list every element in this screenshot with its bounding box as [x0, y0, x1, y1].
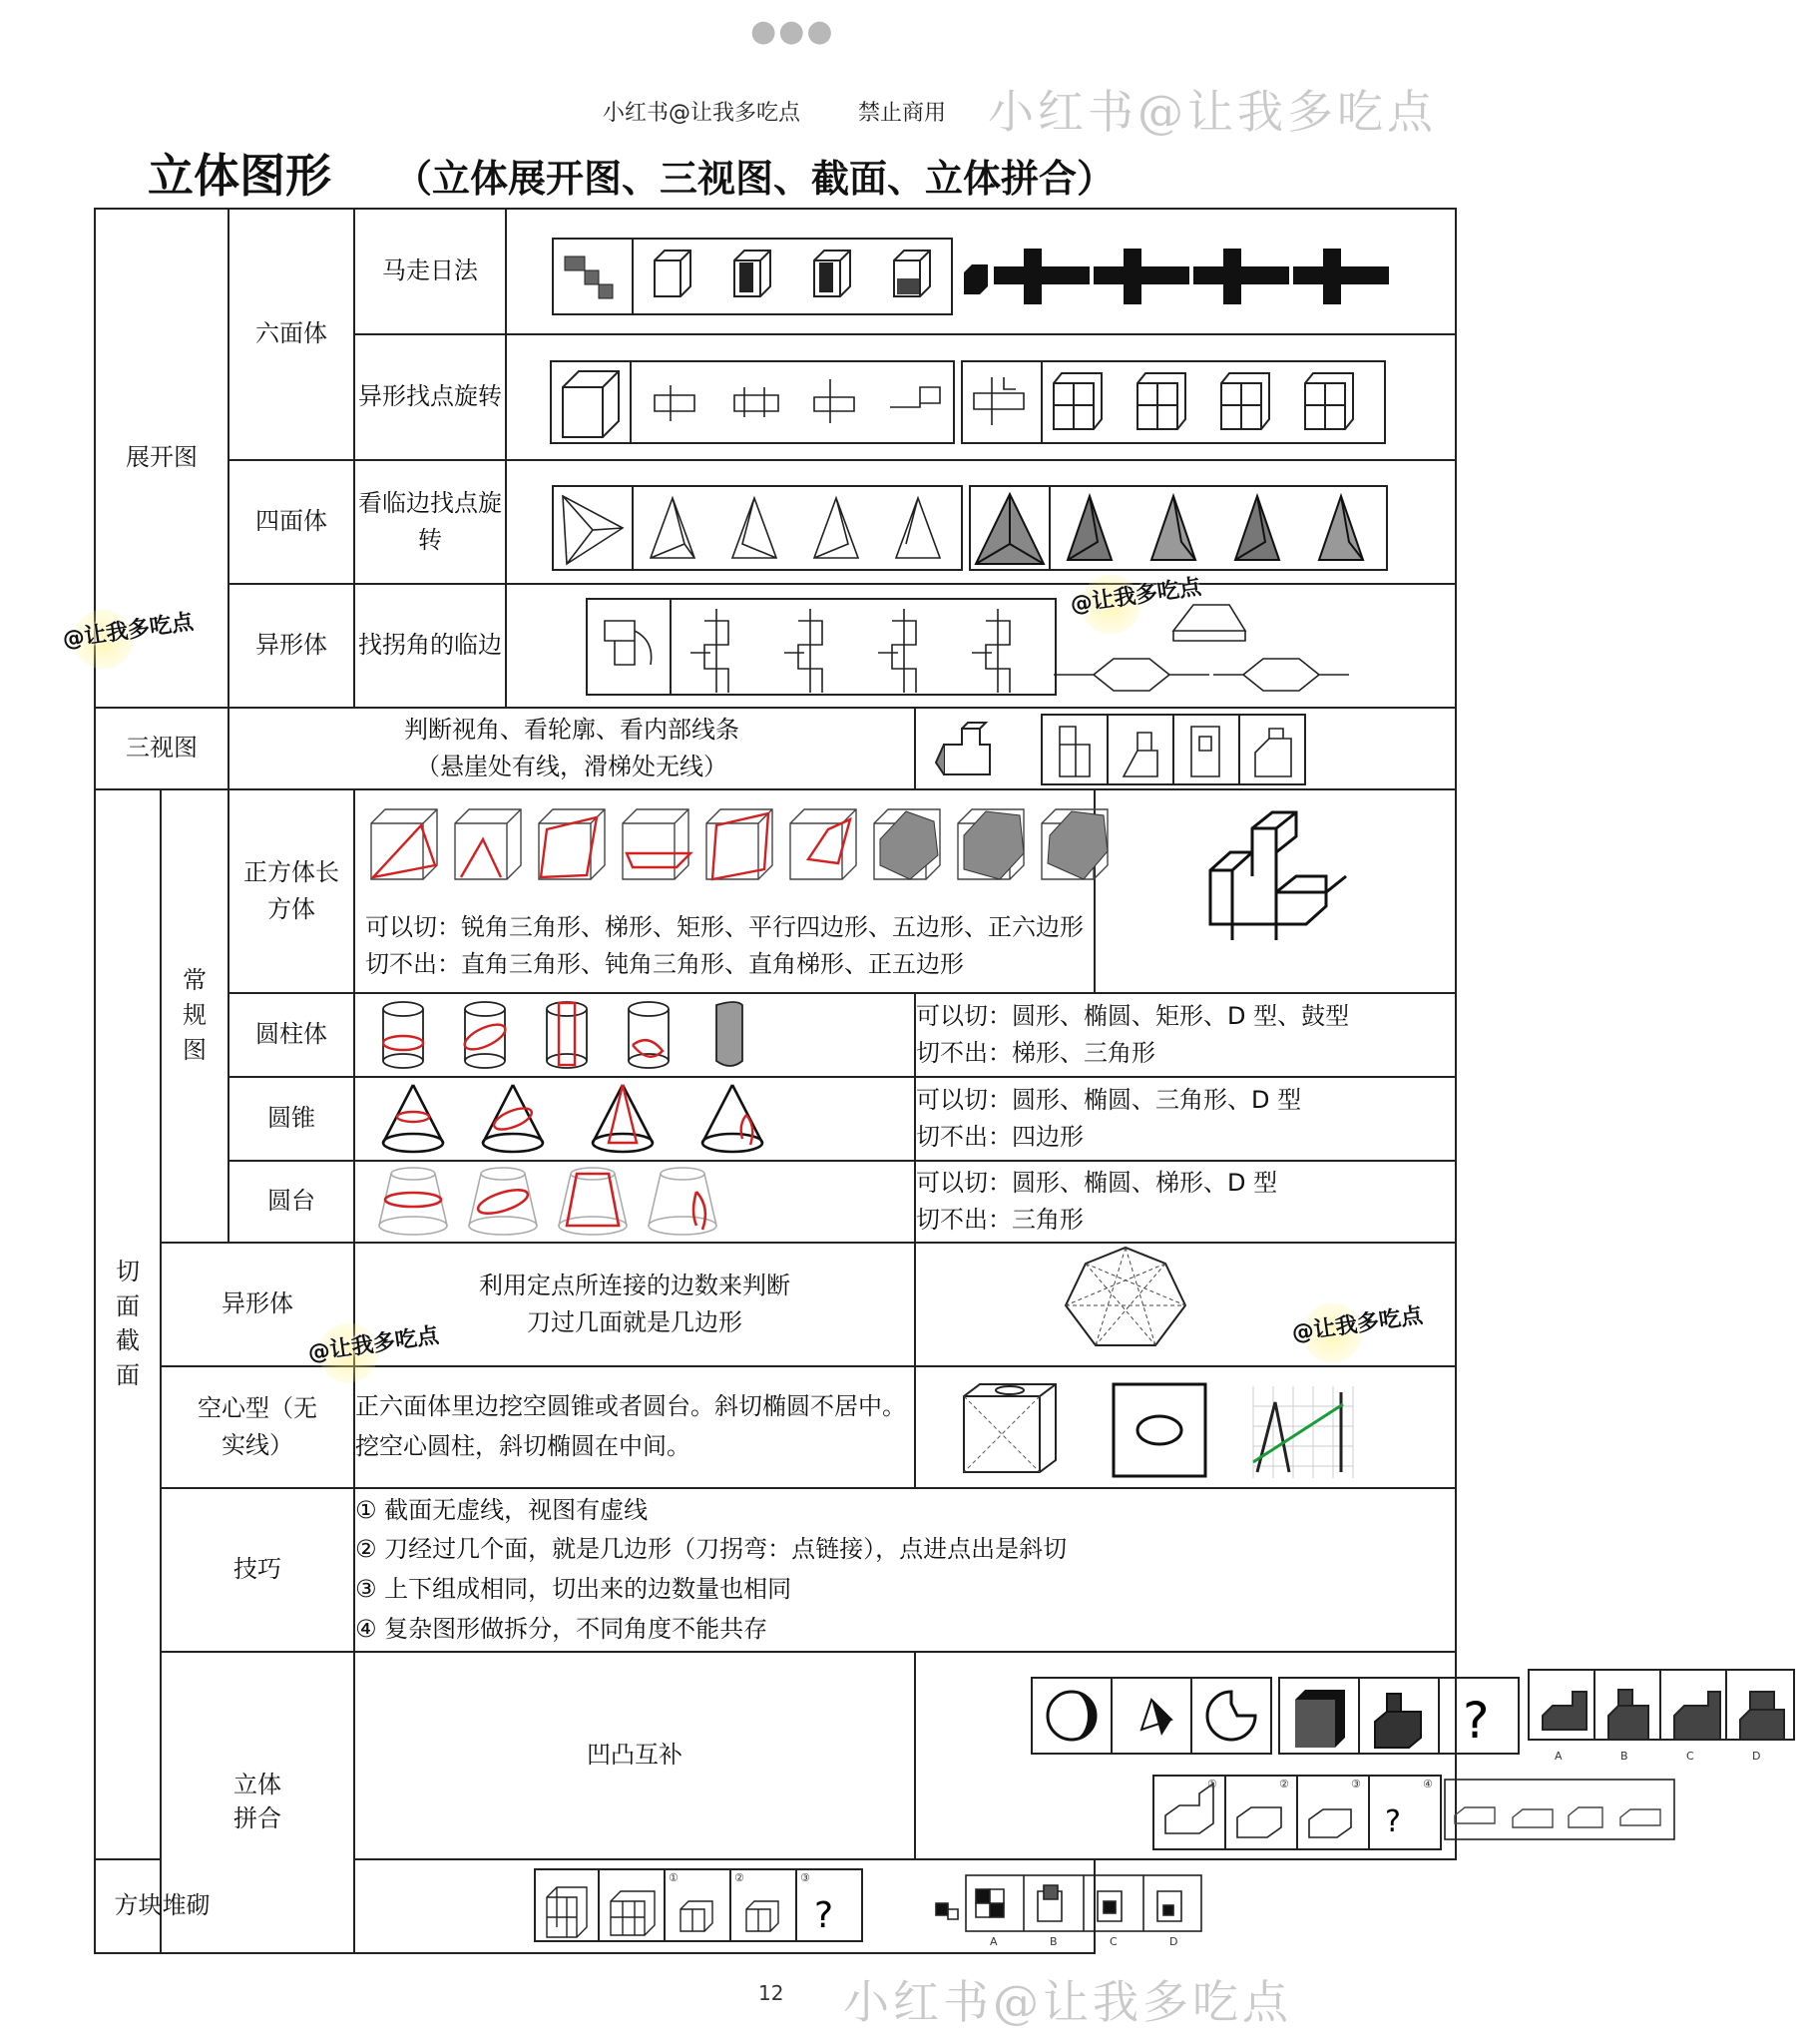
- three-view-line1: 判断视角、看轮廓、看内部线条: [404, 715, 739, 744]
- cone-text: [915, 1077, 1456, 1161]
- three-view-text: [228, 708, 915, 789]
- q2-label: ②: [1279, 1778, 1289, 1790]
- corner-edge-label: 找拐角的临边: [354, 584, 506, 708]
- cube-section-figure: [361, 799, 1189, 909]
- q1-label: ①: [1207, 1778, 1217, 1790]
- frustum-cannot-text: 切不出：三角形: [916, 1206, 1084, 1234]
- cube-example-cell: [1095, 789, 1456, 993]
- tip-1: ① 截面无虚线，视图有虚线: [355, 1495, 649, 1524]
- question-mark-2: ?: [1385, 1804, 1401, 1839]
- assembly-label: 立体拼合: [161, 1652, 354, 1953]
- more-dots-icon[interactable]: ●●●: [750, 14, 835, 49]
- cone-can-text: 可以切：圆形、椭圆、三角形、D 型: [916, 1085, 1302, 1114]
- cylinder-figures: [354, 993, 915, 1077]
- frustum-figure: [363, 1162, 922, 1242]
- cylinder-figure: [363, 995, 922, 1075]
- stack-option-a[interactable]: A: [990, 1935, 998, 1948]
- q3-label: ③: [1351, 1778, 1361, 1790]
- irregular-unfold-label: 异形体: [228, 584, 354, 708]
- cone-label: 圆锥: [228, 1077, 354, 1161]
- stack-q3: ③: [800, 1871, 810, 1884]
- unfold-label: 展开图: [95, 209, 228, 708]
- stack-question: ?: [814, 1895, 834, 1936]
- cone-cannot-text: 切不出：四边形: [916, 1123, 1084, 1151]
- hollow-text: 正六面体里边挖空圆锥或者圆台。斜切椭圆不居中。挖空心圆柱，斜切椭圆在中间。: [354, 1366, 915, 1488]
- convex-figure: [916, 1656, 1814, 1855]
- adjacent-edge-label: 看临边找点旋转: [354, 460, 506, 584]
- cube-label: 正方体长方体: [228, 789, 354, 993]
- irregular-section-label: 异形体: [161, 1243, 354, 1366]
- cube-cannot-text: 切不出：直角三角形、钝角三角形、直角梯形、正五边形: [365, 950, 964, 978]
- tip-4: ④ 复杂图形做拆分，不同角度不能共存: [355, 1614, 768, 1643]
- three-view-line2: （悬崖处有线，滑梯处无线）: [416, 753, 727, 780]
- option-d[interactable]: D: [1752, 1750, 1761, 1763]
- hollow-label: 空心型（无实线）: [161, 1366, 354, 1488]
- stack-q2: ②: [734, 1871, 744, 1884]
- stack-q1: ①: [669, 1871, 679, 1884]
- watermark-badge-1: @让我多吃点: [60, 605, 195, 654]
- page-subtitle: （立体展开图、三视图、截面、立体拼合）: [394, 157, 1116, 201]
- watermark-badge-4: @让我多吃点: [1289, 1298, 1424, 1347]
- cube-cell: [354, 789, 1095, 993]
- watermark-badge-3: @让我多吃点: [305, 1318, 440, 1367]
- horse-figures: [506, 209, 1456, 334]
- cone-figure: [363, 1079, 922, 1159]
- hollow-figures: [915, 1366, 1456, 1488]
- frustum-text: [915, 1161, 1456, 1243]
- three-view-figure: [924, 709, 1463, 788]
- page-title: 立体图形: [148, 149, 331, 203]
- convex-figures: [915, 1652, 1761, 1859]
- irregular-text1: 利用定点所连接的边数来判断: [479, 1271, 790, 1299]
- horse-method-figure: [515, 227, 1393, 316]
- cylinder-can-text: 可以切：圆形、椭圆、矩形、D 型、鼓型: [916, 1001, 1350, 1030]
- irregular-unfold-figure: [515, 591, 1393, 701]
- stack-option-d[interactable]: D: [1169, 1935, 1178, 1948]
- option-b[interactable]: B: [1620, 1750, 1628, 1763]
- hexahedron-label: 六面体: [228, 209, 354, 460]
- odd-point-figure: [515, 347, 1393, 447]
- source-label: 小红书@让我多吃点: [603, 101, 801, 126]
- irregular-unfold-figures: [506, 584, 1456, 708]
- cube-can-text: 可以切：锐角三角形、梯形、矩形、平行四边形、五边形、正六边形: [365, 912, 1084, 941]
- tips-label: 技巧: [161, 1488, 354, 1652]
- regular-label: 常规图: [161, 789, 228, 1243]
- content-table: [94, 208, 1761, 1954]
- stack-option-b[interactable]: B: [1050, 1935, 1058, 1948]
- tip-2: ② 刀经过几个面，就是几边形（刀拐弯：点链接），点进点出是斜切: [355, 1535, 1068, 1564]
- convex-label: 凹凸互补: [354, 1652, 915, 1859]
- odd-point-label: 异形找点旋转: [354, 334, 506, 460]
- option-c[interactable]: C: [1686, 1750, 1694, 1763]
- tip-3: ③ 上下组成相同，切出来的边数量也相同: [355, 1575, 792, 1603]
- option-a[interactable]: A: [1555, 1750, 1563, 1763]
- q4-label: ④: [1423, 1778, 1433, 1790]
- stack-label: 方块堆砌: [95, 1859, 228, 1953]
- odd-point-figures: [506, 334, 1456, 460]
- frustum-label: 圆台: [228, 1161, 354, 1243]
- tetrahedron-figure: [515, 472, 1393, 572]
- hollow-figure: [924, 1372, 1453, 1482]
- cone-figures: [354, 1077, 915, 1161]
- cylinder-cannot-text: 切不出：梯形、三角形: [916, 1039, 1155, 1067]
- polyhedron-figure: [1046, 1244, 1205, 1353]
- tetrahedron-label: 四面体: [228, 460, 354, 584]
- frustum-figures: [354, 1161, 915, 1243]
- tetrahedron-figures: [506, 460, 1456, 584]
- notice-label: 禁止商用: [858, 101, 947, 126]
- frustum-can-text: 可以切：圆形、椭圆、梯形、D 型: [916, 1168, 1278, 1197]
- tips-text: [354, 1488, 1456, 1652]
- stack-figures: [354, 1859, 1178, 1953]
- horse-method-label: 马走日法: [354, 209, 506, 334]
- three-view-figures: [915, 708, 1456, 789]
- stack-figure: [355, 1861, 1253, 1951]
- section-label: 切面截面: [95, 789, 161, 1859]
- watermark-badge-2: @让我多吃点: [1068, 570, 1202, 619]
- page-number: 12: [758, 1981, 784, 2005]
- irregular-text2: 刀过几面就是几边形: [527, 1308, 742, 1336]
- question-mark: ?: [1463, 1692, 1490, 1750]
- header-watermark: 小红书@让我多吃点: [988, 85, 1437, 139]
- cylinder-label: 圆柱体: [228, 993, 354, 1077]
- stack-option-c[interactable]: C: [1110, 1935, 1118, 1948]
- three-view-label: 三视图: [95, 708, 228, 789]
- cylinder-text: [915, 993, 1456, 1077]
- footer-watermark: 小红书@让我多吃点: [843, 1975, 1292, 2029]
- stepped-block-figure: [1190, 810, 1360, 960]
